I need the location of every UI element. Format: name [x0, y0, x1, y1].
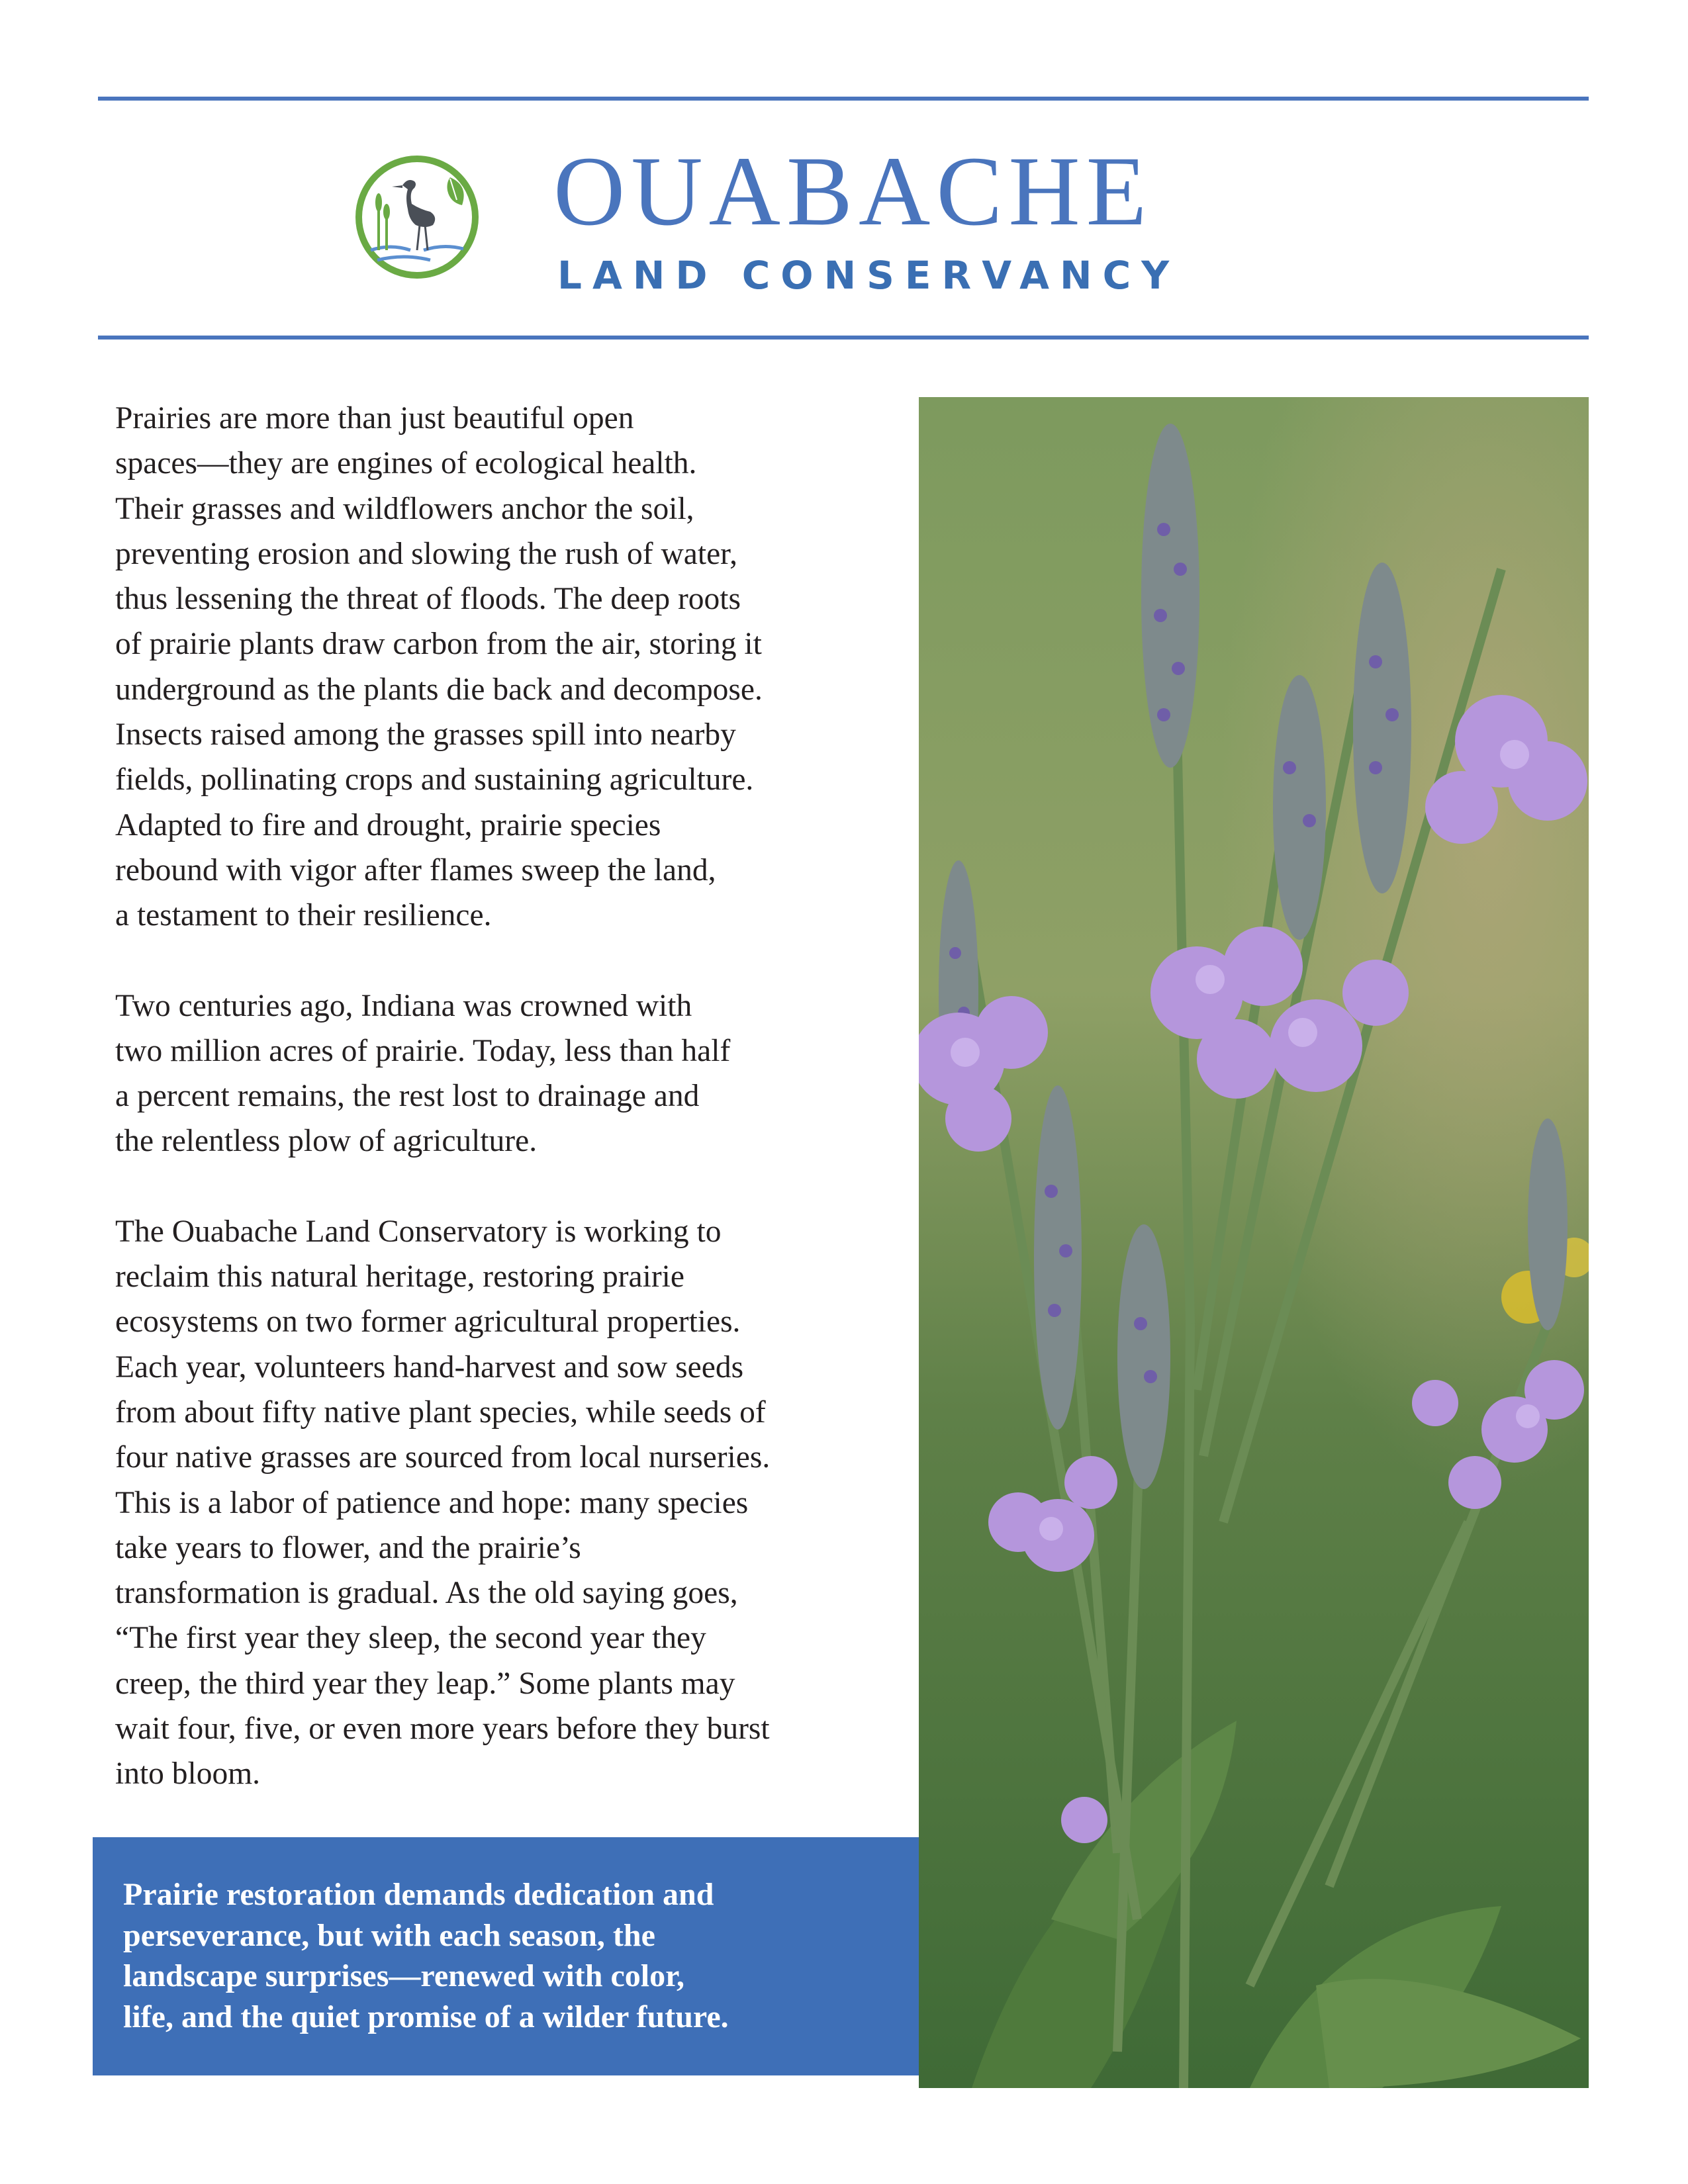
brand-name: OUABACHE: [553, 136, 1153, 246]
verbena-flowers-photo: [919, 397, 1589, 2088]
text-line: two million acres of prairie. Today, less than half: [115, 1033, 731, 1068]
article-paragraph-3: [115, 1209, 903, 1797]
article-paragraph-1: [115, 396, 903, 938]
text-line: Insects raised among the grasses spill into nearby: [115, 717, 736, 752]
text-line: transformation is gradual. As the old saying goes,: [115, 1576, 738, 1611]
callout-line: landscape surprises—renewed with color,: [123, 1958, 685, 1993]
text-line: thus lessening the threat of floods. The deep roots: [115, 582, 741, 617]
callout-line: perseverance, but with each season, the: [123, 1917, 655, 1953]
text-line: “The first year they sleep, the second year they: [115, 1621, 706, 1656]
text-line: into bloom.: [115, 1756, 261, 1792]
text-line: creep, the third year they leap.” Some plants may: [115, 1666, 735, 1701]
header-bottom-rule: [98, 336, 1589, 340]
text-line: preventing erosion and slowing the rush of water,: [115, 536, 737, 571]
text-line: take years to flower, and the prairie’s: [115, 1530, 581, 1565]
text-line: a testament to their resilience.: [115, 898, 492, 933]
text-line: from about fifty native plant species, while seeds of: [115, 1394, 766, 1430]
text-line: Adapted to fire and drought, prairie species: [115, 807, 661, 842]
text-line: reclaim this natural heritage, restoring prairie: [115, 1259, 684, 1295]
text-line: a percent remains, the rest lost to drainage and: [115, 1079, 700, 1114]
heron-logo-icon: [351, 151, 483, 283]
article-body: [115, 396, 903, 1797]
text-line: spaces—they are engines of ecological health.: [115, 446, 697, 481]
text-line: ecosystems on two former agricultural properties.: [115, 1304, 741, 1340]
callout-text: [123, 1874, 729, 2037]
article-paragraph-2: [115, 983, 903, 1164]
text-line: Two centuries ago, Indiana was crowned with: [115, 988, 692, 1023]
text-line: four native grasses are sourced from local nurseries.: [115, 1440, 771, 1475]
text-line: The Ouabache Land Conservatory is working to: [115, 1214, 722, 1249]
text-line: wait four, five, or even more years before they burst: [115, 1711, 770, 1747]
callout-box: [93, 1837, 919, 2075]
text-line: Their grasses and wildflowers anchor the soil,: [115, 491, 694, 526]
text-line: rebound with vigor after flames sweep the land,: [115, 852, 716, 887]
brand-subtitle: LAND CONSERVANCY: [557, 253, 1180, 298]
text-line: Prairies are more than just beautiful open: [115, 401, 634, 435]
text-line: Each year, volunteers hand-harvest and sow seeds: [115, 1349, 744, 1385]
text-line: of prairie plants draw carbon from the air, storing it: [115, 627, 762, 662]
text-line: the relentless plow of agriculture.: [115, 1124, 538, 1159]
header-top-rule: [98, 97, 1589, 101]
callout-line: life, and the quiet promise of a wilder future.: [123, 1999, 729, 2034]
text-line: underground as the plants die back and decompose.: [115, 672, 763, 707]
text-line: fields, pollinating crops and sustaining agriculture.: [115, 762, 754, 797]
text-line: This is a labor of patience and hope: many species: [115, 1485, 749, 1520]
callout-line: Prairie restoration demands dedication and: [123, 1877, 714, 1912]
